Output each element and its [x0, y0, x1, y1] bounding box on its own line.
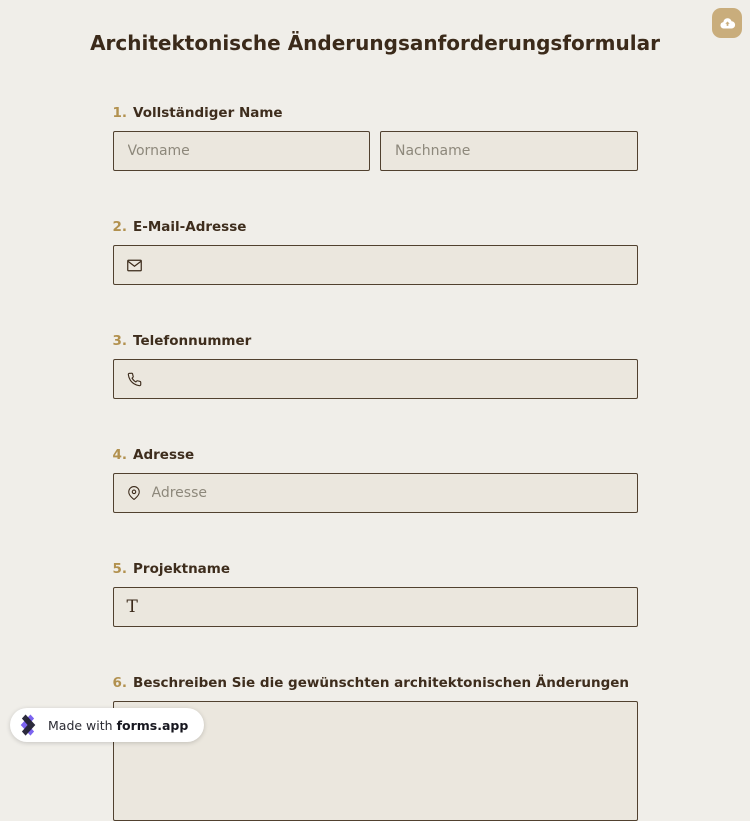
question-number: 3.	[112, 333, 128, 349]
question-label	[113, 104, 638, 122]
last-name-input[interactable]	[380, 131, 638, 171]
email-input-box	[113, 245, 638, 285]
question-number: 6.	[112, 675, 128, 691]
question-label	[113, 218, 638, 236]
question-text: Vollständiger Name	[133, 105, 283, 121]
badge-brand: forms.app	[116, 717, 189, 733]
made-with-badge[interactable]	[10, 708, 204, 742]
cloud-upload-icon	[719, 15, 736, 32]
question-full-name	[113, 104, 638, 171]
map-pin-icon	[127, 485, 141, 501]
phone-input-box	[113, 359, 638, 399]
text-icon: T	[126, 596, 138, 617]
phone-input[interactable]	[153, 360, 624, 398]
question-label	[113, 332, 638, 350]
question-description	[113, 674, 638, 821]
name-inputs-row	[113, 131, 638, 171]
badge-made-with: Made with	[48, 717, 113, 733]
question-address	[113, 446, 638, 513]
envelope-icon	[127, 259, 142, 272]
question-number: 5.	[112, 561, 128, 577]
form-title: Architektonische Änderungsanforderungsformular	[90, 31, 660, 55]
question-phone	[113, 332, 638, 399]
question-label	[113, 446, 638, 464]
upload-button[interactable]	[712, 8, 742, 38]
address-input-box	[113, 473, 638, 513]
first-name-input[interactable]	[113, 131, 371, 171]
phone-icon	[127, 372, 142, 387]
badge-text	[48, 718, 188, 733]
question-label	[113, 674, 638, 692]
question-project-name	[113, 560, 638, 627]
formsapp-logo-icon	[15, 712, 41, 738]
question-email	[113, 218, 638, 285]
question-number: 4.	[112, 447, 128, 463]
question-text: Beschreiben Sie die gewünschten architektonischen Änderungen	[133, 675, 629, 691]
question-text: Telefonnummer	[133, 333, 252, 349]
question-text: Projektname	[133, 561, 231, 577]
project-name-input[interactable]	[149, 588, 624, 626]
email-input[interactable]	[153, 246, 624, 284]
question-text: E-Mail-Adresse	[133, 219, 247, 235]
question-text: Adresse	[133, 447, 195, 463]
question-label	[113, 560, 638, 578]
address-input[interactable]	[152, 474, 624, 512]
project-name-input-box	[113, 587, 638, 627]
question-number: 2.	[112, 219, 128, 235]
question-number: 1.	[112, 105, 128, 121]
